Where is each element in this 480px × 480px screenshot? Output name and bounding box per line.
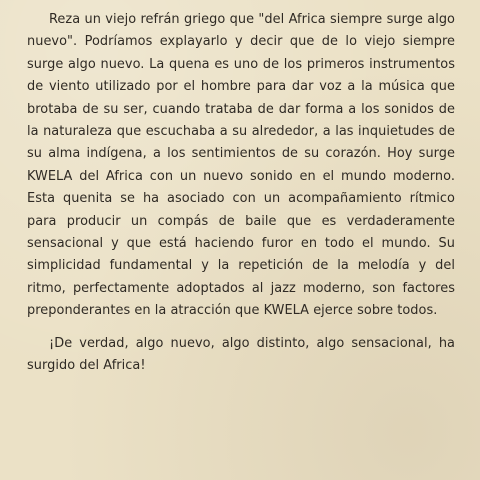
paragraph-1: Reza un viejo refrán griego que "del Africa siempre surge algo nuevo". Podríamos explayarlo y decir que de lo viejo siempre surge algo nuevo. La quena es uno de los primeros instrumentos de viento utilizado por el hombre para dar voz a la música que brotaba de su ser, cuando trataba de dar forma a los sonidos de la naturaleza que escuchaba a su alrededor, a las inquietudes de su alma indígena, a los sentimientos de su corazón. Hoy surge KWELA del Africa con un nuevo sonido en el mundo moderno. Esta quenita se ha asociado con un acompañamiento rítmico para producir un compás de baile que es verdaderamente sensacional y que está haciendo furor en todo el mundo. Su simplicidad fundamental y la repetición de la melodía y del ritmo, perfectamente adoptados al jazz moderno, son factores preponderantes en la atracción que KWELA ejerce sobre todos. [27,12,455,319]
body-text [27,9,455,378]
paragraph-2: ¡De verdad, algo nuevo, algo distinto, algo sensacional, ha surgido del Africa! [27,335,455,374]
